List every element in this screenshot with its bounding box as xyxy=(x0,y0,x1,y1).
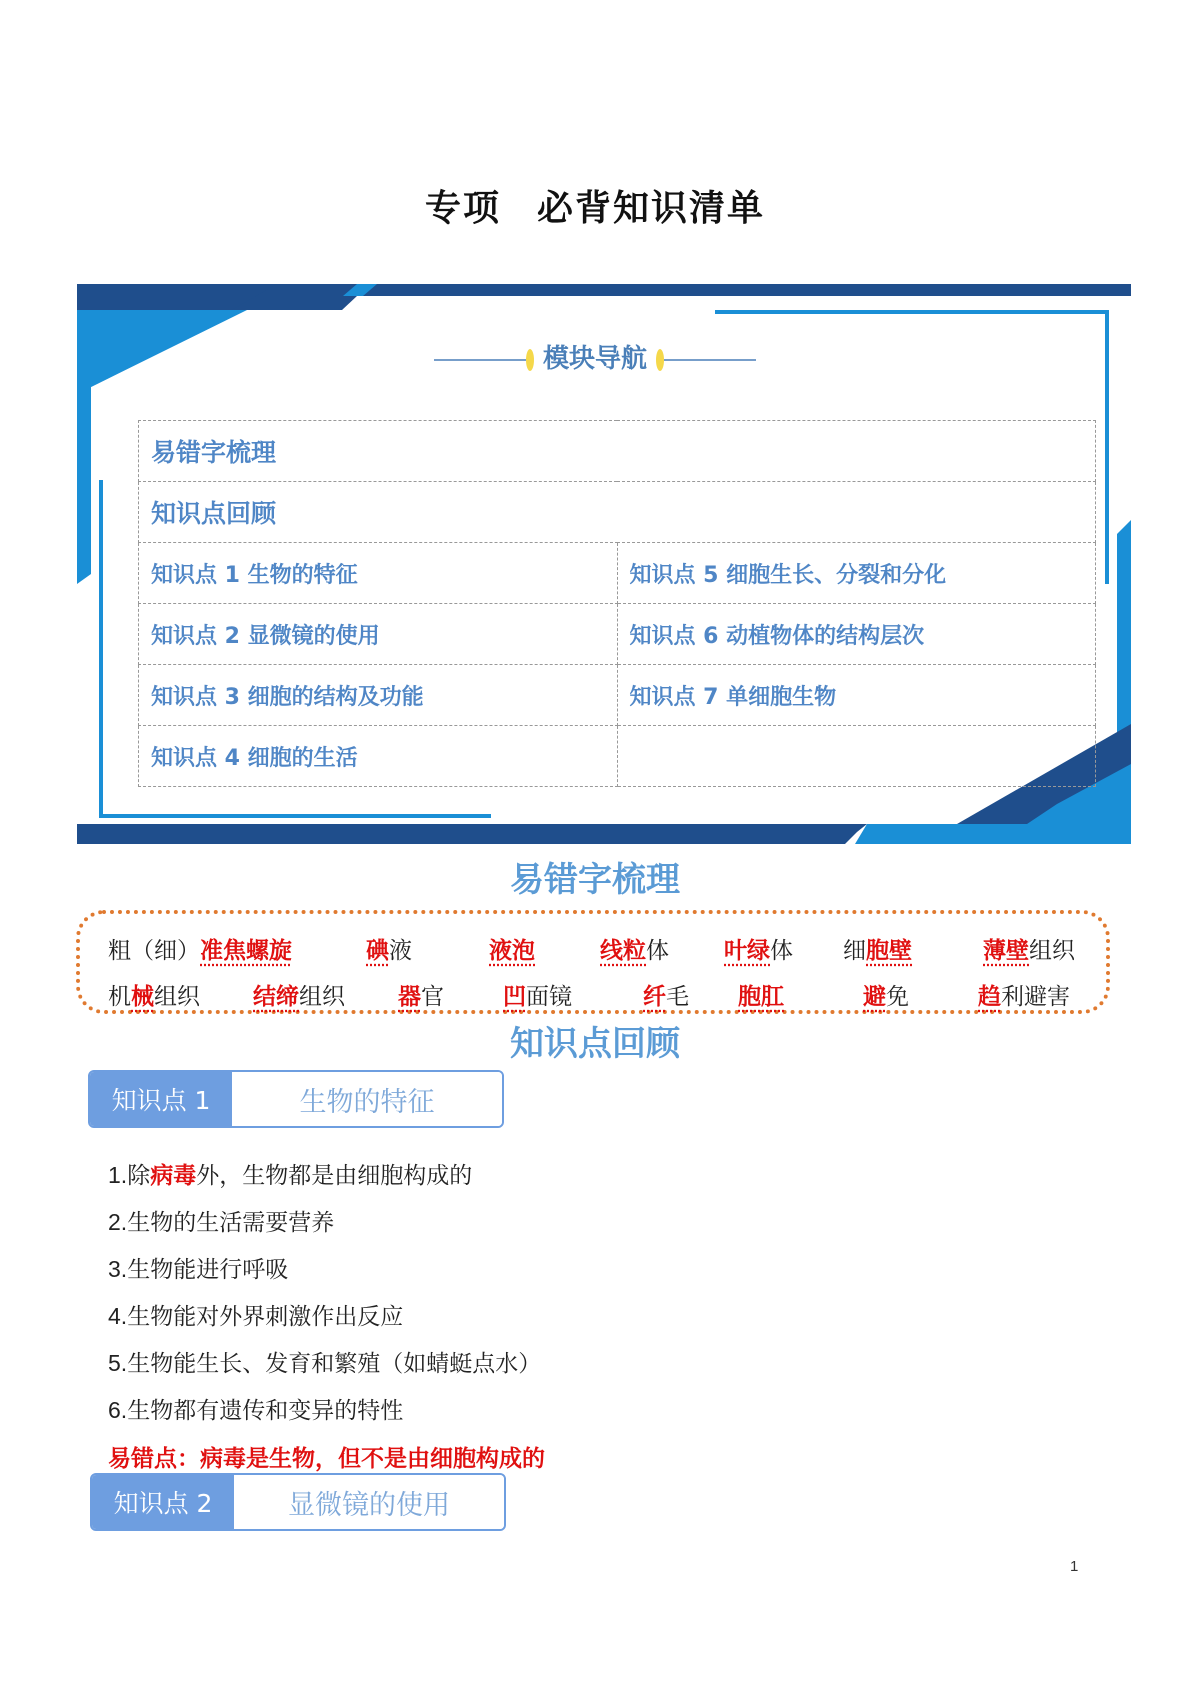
typo-item xyxy=(983,932,1075,965)
typo-item xyxy=(366,932,412,965)
typo-plain: 细 xyxy=(843,938,866,964)
kp1-tag xyxy=(88,1070,504,1128)
title-left: 专项 xyxy=(424,187,501,229)
nav-heading-text: 模块导航 xyxy=(542,344,647,374)
typo-item xyxy=(108,978,200,1011)
typo-item xyxy=(724,932,793,965)
typo-highlight: 纤 xyxy=(643,984,666,1010)
kp1-list-item: 3.生物能进行呼吸 xyxy=(108,1256,289,1283)
typo-highlight: 叶绿 xyxy=(724,938,770,964)
typo-highlight: 胞肛 xyxy=(738,984,784,1010)
kp2-name: 显微镜的使用 xyxy=(234,1475,504,1529)
typo-plain: 机 xyxy=(108,984,131,1010)
typo-plain: 液 xyxy=(389,938,412,964)
nav-link-typos[interactable]: 易错字梳理 xyxy=(139,421,1096,482)
typo-item xyxy=(600,932,669,965)
typo-section-heading: 易错字梳理 xyxy=(510,860,680,900)
title-right: 必背知识清单 xyxy=(537,187,766,229)
typo-highlight: 趋 xyxy=(978,984,1001,1010)
nav-link-kp7[interactable]: 知识点 7 单细胞生物 xyxy=(617,665,1096,726)
nav-heading xyxy=(0,338,1190,375)
nav-empty-cell xyxy=(617,726,1096,787)
page-title xyxy=(0,180,1190,231)
typo-highlight: 避 xyxy=(863,984,886,1010)
typo-plain: 组织 xyxy=(154,984,200,1010)
nav-link-kp6[interactable]: 知识点 6 动植物体的结构层次 xyxy=(617,604,1096,665)
typo-item xyxy=(643,978,689,1011)
kp1-list xyxy=(108,1152,541,1434)
typo-highlight: 胞壁 xyxy=(866,938,912,964)
kp2-number: 知识点 2 xyxy=(92,1475,234,1529)
typo-item xyxy=(253,978,345,1011)
kp1-list-item: 5.生物能生长、发育和繁殖（如蜻蜓点水） xyxy=(108,1350,542,1377)
kp1-note: 易错点：病毒是生物，但不是由细胞构成的 xyxy=(108,1446,545,1472)
nav-link-kp2[interactable]: 知识点 2 显微镜的使用 xyxy=(139,604,618,665)
typo-highlight: 线粒 xyxy=(600,938,646,964)
nav-link-review[interactable]: 知识点回顾 xyxy=(139,482,1096,543)
typo-plain: 组织 xyxy=(1029,938,1075,964)
review-section-heading: 知识点回顾 xyxy=(510,1024,680,1064)
typo-item xyxy=(489,932,535,965)
typo-plain: 体 xyxy=(646,938,669,964)
typo-plain: 利避害 xyxy=(1001,984,1070,1010)
typo-highlight: 准焦螺旋 xyxy=(200,938,292,964)
kp2-tag xyxy=(90,1473,506,1531)
typo-item xyxy=(978,978,1070,1011)
nav-link-kp5[interactable]: 知识点 5 细胞生长、分裂和分化 xyxy=(617,543,1096,604)
typo-plain: 免 xyxy=(886,984,909,1010)
nav-link-kp1[interactable]: 知识点 1 生物的特征 xyxy=(139,543,618,604)
kp1-list-item: 6.生物都有遗传和变异的特性 xyxy=(108,1397,404,1424)
typo-highlight: 薄壁 xyxy=(983,938,1029,964)
kp1-number: 知识点 1 xyxy=(90,1072,232,1126)
typo-highlight: 械 xyxy=(131,984,154,1010)
nav-link-kp4[interactable]: 知识点 4 细胞的生活 xyxy=(139,726,618,787)
typo-plain: 粗（细） xyxy=(108,938,200,964)
nav-link-kp3[interactable]: 知识点 3 细胞的结构及功能 xyxy=(139,665,618,726)
typo-item xyxy=(738,978,784,1011)
typo-plain: 官 xyxy=(421,984,444,1010)
typo-highlight: 器 xyxy=(398,984,421,1010)
kp1-name: 生物的特征 xyxy=(232,1072,502,1126)
nav-table xyxy=(138,420,1096,787)
heading-line-right xyxy=(656,347,756,373)
typo-box xyxy=(76,910,1110,1014)
typo-plain: 体 xyxy=(770,938,793,964)
heading-line-left xyxy=(434,347,534,373)
typo-plain: 面镜 xyxy=(526,984,572,1010)
typo-item xyxy=(503,978,572,1011)
typo-highlight: 液泡 xyxy=(489,938,535,964)
kp1-list-item: 1.除病毒外，生物都是由细胞构成的 xyxy=(108,1162,473,1189)
typo-plain: 毛 xyxy=(666,984,689,1010)
typo-highlight: 结缔 xyxy=(253,984,299,1010)
typo-highlight: 碘 xyxy=(366,938,389,964)
typo-item xyxy=(863,978,909,1011)
page-number: 1 xyxy=(1070,1558,1079,1575)
typo-item xyxy=(398,978,444,1011)
kp1-list-item: 2.生物的生活需要营养 xyxy=(108,1209,335,1236)
kp1-list-item: 4.生物能对外界刺激作出反应 xyxy=(108,1303,404,1330)
typo-item xyxy=(843,932,912,965)
typo-item xyxy=(108,932,292,965)
typo-highlight: 凹 xyxy=(503,984,526,1010)
typo-plain: 组织 xyxy=(299,984,345,1010)
